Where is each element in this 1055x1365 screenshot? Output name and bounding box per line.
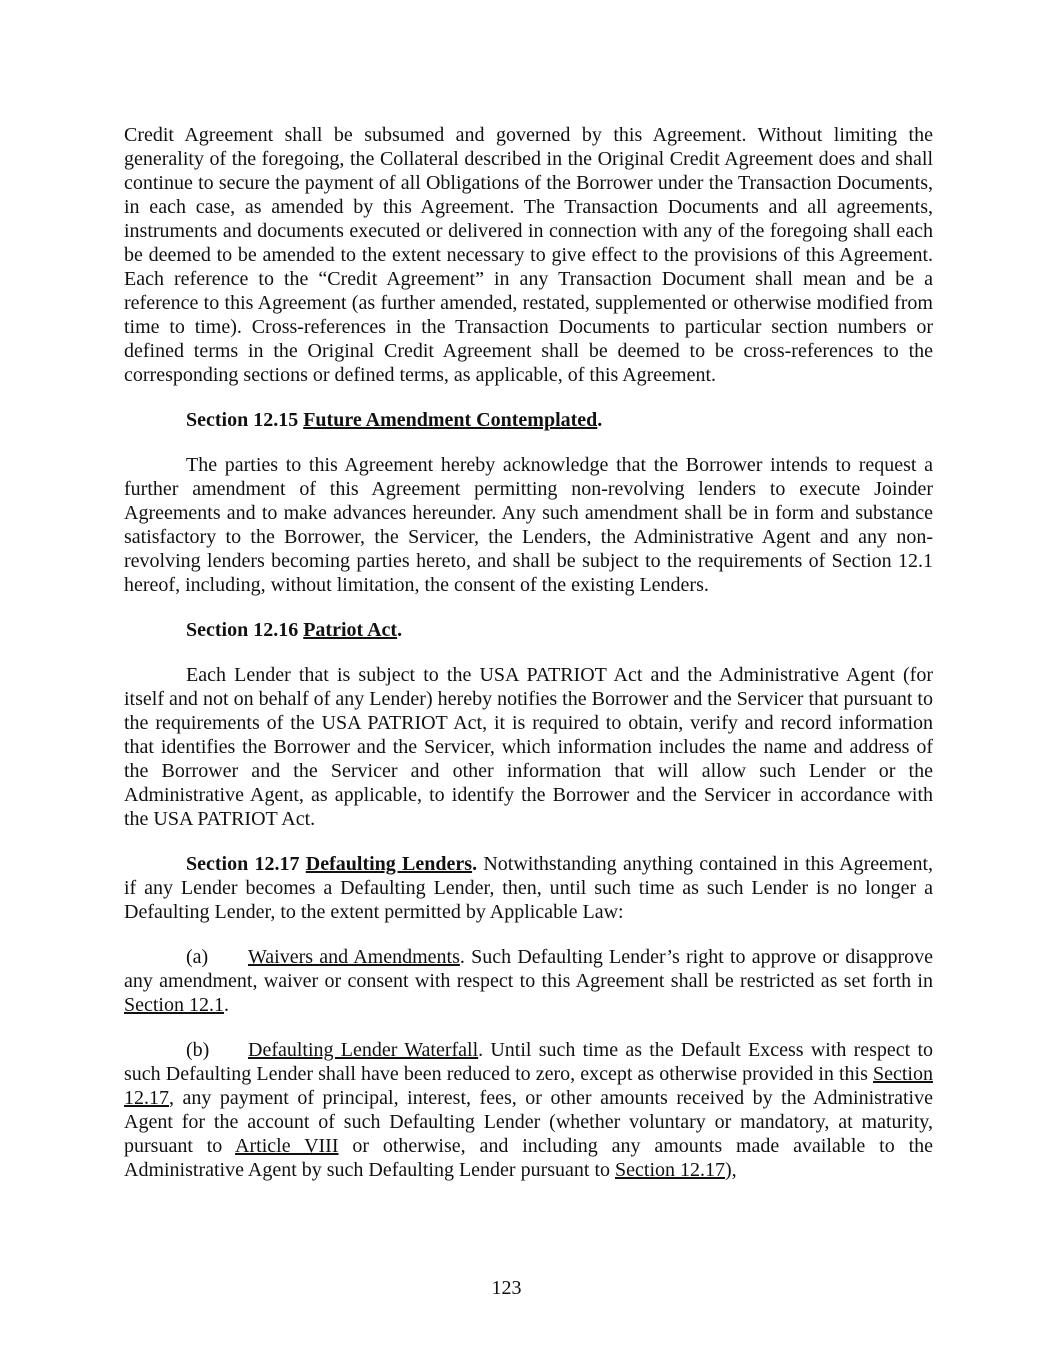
text-run: Section 12.17 <box>615 1159 726 1181</box>
text-run: ), <box>725 1159 737 1181</box>
text-run: Section 12.15 <box>186 409 304 431</box>
text-run: Credit Agreement shall be subsumed and governed by this Agreement. Without limiting the generality of the foregoing, the Collateral described in the Original Credit Agreement does and shall continue to secure the payment of all Obligations of the Borrower under the Transaction Documents, in each case, as amended by this Agreement. The Transaction Documents and all agreements, instruments and documents executed or delivered in connection with any of the foregoing shall each be deemed to be amended to the extent necessary to give effect to the provisions of this Agreement. Each reference to the “Credit Agreement” in any Transaction Document shall mean and be a reference to this Agreement (as further amended, restated, supplemented or otherwise modified from time to time). Cross-references in the Transaction Documents to particular section numbers or defined terms in the Original Credit Agreement shall be deemed to be cross-references to the corresponding sections or defined terms, as applicable, of this Agreement. <box>124 124 933 386</box>
text-run: . <box>224 994 229 1016</box>
text-run: . <box>597 409 603 431</box>
subsection-a-paragraph-label: (a) <box>186 946 209 968</box>
text-run: Each Lender that is subject to the USA PATRIOT Act and the Administrative Agent (for itself and not on behalf of any Lender) hereby notifies the Borrower and the Servicer that pursuant to the requirements of the USA PATRIOT Act, it is required to obtain, verify and record information that identifies the Borrower and the Servicer, which information includes the name and address of the Borrower and the Servicer and other information that will allow such Lender or the Administrative Agent, as applicable, to identify the Borrower and the Servicer in accordance with the USA PATRIOT Act. <box>124 664 933 830</box>
subsection-a-paragraph <box>124 945 933 1017</box>
text-run: Section 12.17 <box>124 1063 933 1109</box>
text-run: Waivers and Amendments <box>248 946 460 968</box>
text-run: Section 12.17 <box>186 853 306 875</box>
section-12-17-paragraph <box>124 852 933 924</box>
section-12-16-heading <box>124 618 933 642</box>
text-run: Defaulting Lender Waterfall <box>248 1039 479 1061</box>
text-run: or otherwise, and including any amounts made available to the Administrative Agent by such Defaulting Lender pursuant to <box>124 1135 934 1181</box>
document-content <box>124 123 933 1203</box>
text-run: Article VIII <box>235 1135 339 1157</box>
section-12-15-heading <box>124 408 933 432</box>
text-run: Section 12.16 <box>186 619 304 641</box>
continuation-paragraph <box>124 123 933 387</box>
section-12-15-body-paragraph <box>124 453 933 597</box>
text-run: . <box>472 853 478 875</box>
text-run: Defaulting Lenders <box>305 853 473 875</box>
text-run: Future Amendment Contemplated <box>303 409 598 431</box>
text-run: Patriot Act <box>303 619 398 641</box>
text-run: . Until such time as the Default Excess with respect to such Defaulting Lender shall have been reduced to zero, except as otherwise provided in this <box>124 1039 933 1085</box>
subsection-b-paragraph-label: (b) <box>186 1039 210 1061</box>
text-run: Notwithstanding anything contained in this Agreement, if any Lender becomes a Defaulting Lender, then, until such time as such Lender is no longer a Defaulting Lender, to the extent permitted by Applicable Law: <box>124 853 934 923</box>
text-run: , any payment of principal, interest, fees, or other amounts received by the Administrative Agent for the account of such Defaulting Lender (whether voluntary or mandatory, at maturity, pursuant to <box>124 1087 933 1157</box>
text-run: . Such Defaulting Lender’s right to approve or disapprove any amendment, waiver or consent with respect to this Agreement shall be restricted as set forth in <box>124 946 934 992</box>
page-number: 123 <box>491 1277 522 1299</box>
subsection-b-paragraph <box>124 1038 933 1182</box>
section-12-16-body-paragraph <box>124 663 933 831</box>
text-run: The parties to this Agreement hereby acknowledge that the Borrower intends to request a further amendment of this Agreement permitting non-revolving lenders to execute Joinder Agreements and to make advances hereunder. Any such amendment shall be in form and substance satisfactory to the Borrower, the Servicer, the Lenders, the Administrative Agent and any non-revolving lenders becoming parties hereto, and shall be subject to the requirements of Section 12.1 hereof, including, without limitation, the consent of the existing Lenders. <box>124 454 933 596</box>
text-run: Section 12.1 <box>124 994 224 1016</box>
text-run: . <box>397 619 403 641</box>
